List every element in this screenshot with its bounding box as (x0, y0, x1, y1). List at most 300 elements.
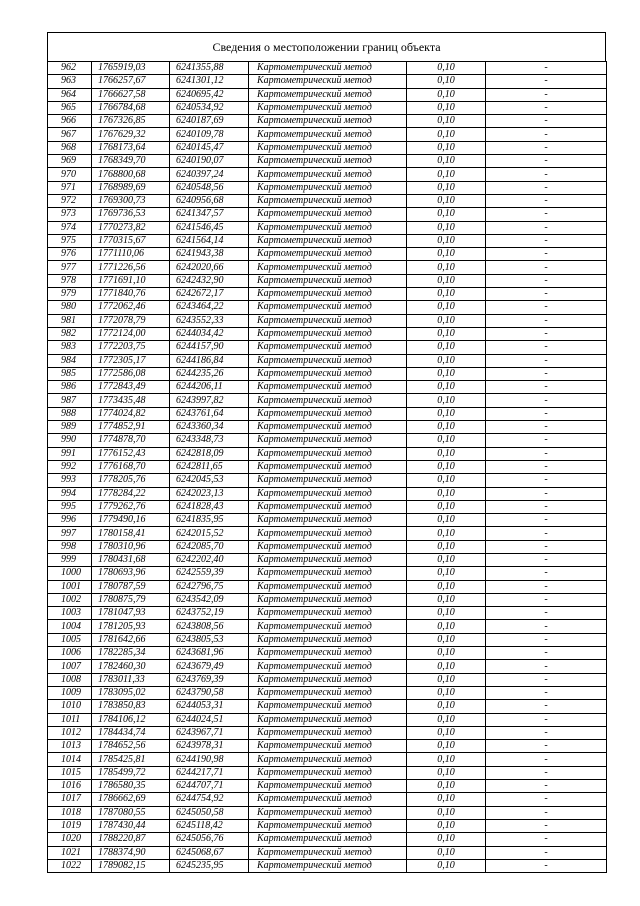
table-row (48, 234, 607, 247)
description-cell: - (486, 593, 607, 606)
coord-y-cell: 6242432,90 (170, 274, 249, 287)
description-cell: - (486, 500, 607, 513)
accuracy-cell: 0,10 (407, 341, 486, 354)
method-cell: Картометрический метод (249, 248, 407, 261)
coord-x-cell: 1782460,30 (92, 660, 170, 673)
coord-x-cell: 1769736,53 (92, 208, 170, 221)
point-number-cell: 962 (48, 62, 92, 75)
point-number-cell: 1004 (48, 620, 92, 633)
coord-x-cell: 1780693,96 (92, 567, 170, 580)
coord-x-cell: 1765919,03 (92, 62, 170, 75)
table-row (48, 660, 607, 673)
table-row (48, 633, 607, 646)
table-row (48, 141, 607, 154)
coord-x-cell: 1781205,93 (92, 620, 170, 633)
method-cell: Картометрический метод (249, 500, 407, 513)
coord-x-cell: 1768173,64 (92, 141, 170, 154)
method-cell: Картометрический метод (249, 740, 407, 753)
accuracy-cell: 0,10 (407, 474, 486, 487)
coord-y-cell: 6244235,26 (170, 367, 249, 380)
coord-y-cell: 6240548,56 (170, 181, 249, 194)
description-cell: - (486, 261, 607, 274)
description-cell: - (486, 115, 607, 128)
table-row (48, 194, 607, 207)
accuracy-cell: 0,10 (407, 234, 486, 247)
point-number-cell: 993 (48, 474, 92, 487)
point-number-cell: 975 (48, 234, 92, 247)
coord-x-cell: 1787080,55 (92, 806, 170, 819)
coord-y-cell: 6242085,70 (170, 540, 249, 553)
accuracy-cell: 0,10 (407, 261, 486, 274)
table-row (48, 301, 607, 314)
table-row (48, 62, 607, 75)
coord-x-cell: 1772078,79 (92, 314, 170, 327)
description-cell: - (486, 301, 607, 314)
description-cell: - (486, 487, 607, 500)
method-cell: Картометрический метод (249, 713, 407, 726)
method-cell: Картометрический метод (249, 793, 407, 806)
point-number-cell: 999 (48, 553, 92, 566)
table-row (48, 367, 607, 380)
method-cell: Картометрический метод (249, 700, 407, 713)
coord-x-cell: 1783850,83 (92, 700, 170, 713)
method-cell: Картометрический метод (249, 101, 407, 114)
point-number-cell: 1021 (48, 846, 92, 859)
accuracy-cell: 0,10 (407, 713, 486, 726)
accuracy-cell: 0,10 (407, 553, 486, 566)
coord-y-cell: 6243752,19 (170, 607, 249, 620)
description-cell: - (486, 753, 607, 766)
table-row (48, 447, 607, 460)
method-cell: Картометрический метод (249, 766, 407, 779)
table-row (48, 434, 607, 447)
method-cell: Картометрический метод (249, 341, 407, 354)
table-row (48, 673, 607, 686)
coord-x-cell: 1771840,76 (92, 288, 170, 301)
coord-y-cell: 6245118,42 (170, 819, 249, 832)
table-row (48, 75, 607, 88)
method-cell: Картометрический метод (249, 753, 407, 766)
description-cell: - (486, 673, 607, 686)
description-cell: - (486, 846, 607, 859)
description-cell: - (486, 833, 607, 846)
method-cell: Картометрический метод (249, 474, 407, 487)
table-row (48, 580, 607, 593)
coord-x-cell: 1780875,79 (92, 593, 170, 606)
method-cell: Картометрический метод (249, 487, 407, 500)
method-cell: Картометрический метод (249, 726, 407, 739)
coord-y-cell: 6244053,31 (170, 700, 249, 713)
point-number-cell: 1020 (48, 833, 92, 846)
coord-y-cell: 6241828,43 (170, 500, 249, 513)
coord-y-cell: 6241546,45 (170, 221, 249, 234)
point-number-cell: 974 (48, 221, 92, 234)
method-cell: Картометрический метод (249, 62, 407, 75)
coord-x-cell: 1780310,96 (92, 540, 170, 553)
coord-x-cell: 1772203,75 (92, 341, 170, 354)
accuracy-cell: 0,10 (407, 819, 486, 832)
coord-y-cell: 6245068,67 (170, 846, 249, 859)
table-row (48, 806, 607, 819)
method-cell: Картометрический метод (249, 168, 407, 181)
accuracy-cell: 0,10 (407, 660, 486, 673)
method-cell: Картометрический метод (249, 540, 407, 553)
method-cell: Картометрический метод (249, 846, 407, 859)
point-number-cell: 996 (48, 514, 92, 527)
coord-x-cell: 1768349,70 (92, 155, 170, 168)
description-cell: - (486, 168, 607, 181)
point-number-cell: 1013 (48, 740, 92, 753)
point-number-cell: 1003 (48, 607, 92, 620)
point-number-cell: 1010 (48, 700, 92, 713)
coord-y-cell: 6242045,53 (170, 474, 249, 487)
description-cell: - (486, 607, 607, 620)
coord-x-cell: 1789082,15 (92, 859, 170, 872)
accuracy-cell: 0,10 (407, 155, 486, 168)
coord-y-cell: 6243761,64 (170, 407, 249, 420)
table-row (48, 700, 607, 713)
description-cell: - (486, 248, 607, 261)
accuracy-cell: 0,10 (407, 208, 486, 221)
table-row (48, 261, 607, 274)
coord-x-cell: 1773435,48 (92, 394, 170, 407)
coord-y-cell: 6242811,65 (170, 460, 249, 473)
accuracy-cell: 0,10 (407, 540, 486, 553)
description-cell: - (486, 208, 607, 221)
description-cell: - (486, 434, 607, 447)
coord-y-cell: 6241355,88 (170, 62, 249, 75)
boundary-points-table (47, 61, 607, 873)
point-number-cell: 995 (48, 500, 92, 513)
description-cell: - (486, 75, 607, 88)
table-row (48, 288, 607, 301)
coord-x-cell: 1774878,70 (92, 434, 170, 447)
table-row (48, 686, 607, 699)
method-cell: Картометрический метод (249, 327, 407, 340)
coord-y-cell: 6243542,09 (170, 593, 249, 606)
point-number-cell: 971 (48, 181, 92, 194)
accuracy-cell: 0,10 (407, 620, 486, 633)
accuracy-cell: 0,10 (407, 421, 486, 434)
coord-y-cell: 6240109,78 (170, 128, 249, 141)
description-cell: - (486, 793, 607, 806)
coord-y-cell: 6241835,95 (170, 514, 249, 527)
table-row (48, 394, 607, 407)
coord-y-cell: 6244157,90 (170, 341, 249, 354)
point-number-cell: 964 (48, 88, 92, 101)
method-cell: Картометрический метод (249, 301, 407, 314)
point-number-cell: 994 (48, 487, 92, 500)
coord-x-cell: 1771226,56 (92, 261, 170, 274)
coord-x-cell: 1772843,49 (92, 381, 170, 394)
coord-x-cell: 1770273,82 (92, 221, 170, 234)
description-cell: - (486, 155, 607, 168)
accuracy-cell: 0,10 (407, 766, 486, 779)
coord-x-cell: 1772062,46 (92, 301, 170, 314)
accuracy-cell: 0,10 (407, 274, 486, 287)
coord-y-cell: 6241301,12 (170, 75, 249, 88)
point-number-cell: 986 (48, 381, 92, 394)
coord-x-cell: 1785499,72 (92, 766, 170, 779)
description-cell: - (486, 713, 607, 726)
description-cell: - (486, 181, 607, 194)
coord-y-cell: 6244217,71 (170, 766, 249, 779)
coord-x-cell: 1779262,76 (92, 500, 170, 513)
point-number-cell: 978 (48, 274, 92, 287)
method-cell: Картометрический метод (249, 407, 407, 420)
accuracy-cell: 0,10 (407, 633, 486, 646)
method-cell: Картометрический метод (249, 460, 407, 473)
coord-x-cell: 1783095,02 (92, 686, 170, 699)
method-cell: Картометрический метод (249, 181, 407, 194)
method-cell: Картометрический метод (249, 381, 407, 394)
table-row (48, 155, 607, 168)
coord-y-cell: 6243464,22 (170, 301, 249, 314)
coord-y-cell: 6242796,75 (170, 580, 249, 593)
table-row (48, 607, 607, 620)
description-cell: - (486, 88, 607, 101)
table-row (48, 620, 607, 633)
coord-y-cell: 6243552,33 (170, 314, 249, 327)
accuracy-cell: 0,10 (407, 128, 486, 141)
table-row (48, 713, 607, 726)
coord-y-cell: 6244190,98 (170, 753, 249, 766)
description-cell: - (486, 367, 607, 380)
table-row (48, 514, 607, 527)
description-cell: - (486, 234, 607, 247)
coord-x-cell: 1780431,68 (92, 553, 170, 566)
point-number-cell: 1001 (48, 580, 92, 593)
coord-y-cell: 6240397,24 (170, 168, 249, 181)
description-cell: - (486, 726, 607, 739)
coord-x-cell: 1774024,82 (92, 407, 170, 420)
description-cell: - (486, 354, 607, 367)
table-row (48, 780, 607, 793)
coord-x-cell: 1778284,22 (92, 487, 170, 500)
point-number-cell: 984 (48, 354, 92, 367)
point-number-cell: 1009 (48, 686, 92, 699)
coord-x-cell: 1782285,34 (92, 647, 170, 660)
method-cell: Картометрический метод (249, 234, 407, 247)
document-sheet (47, 32, 606, 873)
method-cell: Картометрический метод (249, 833, 407, 846)
coord-y-cell: 6243360,34 (170, 421, 249, 434)
coord-y-cell: 6240534,92 (170, 101, 249, 114)
coord-y-cell: 6242559,39 (170, 567, 249, 580)
method-cell: Картометрический метод (249, 314, 407, 327)
method-cell: Картометрический метод (249, 567, 407, 580)
point-number-cell: 966 (48, 115, 92, 128)
point-number-cell: 963 (48, 75, 92, 88)
coord-x-cell: 1771110,06 (92, 248, 170, 261)
method-cell: Картометрический метод (249, 354, 407, 367)
accuracy-cell: 0,10 (407, 647, 486, 660)
description-cell: - (486, 407, 607, 420)
point-number-cell: 976 (48, 248, 92, 261)
method-cell: Картометрический метод (249, 394, 407, 407)
method-cell: Картометрический метод (249, 633, 407, 646)
method-cell: Картометрический метод (249, 75, 407, 88)
point-number-cell: 987 (48, 394, 92, 407)
coord-y-cell: 6240956,68 (170, 194, 249, 207)
coord-y-cell: 6243967,71 (170, 726, 249, 739)
coord-y-cell: 6244024,51 (170, 713, 249, 726)
point-number-cell: 991 (48, 447, 92, 460)
point-number-cell: 997 (48, 527, 92, 540)
table-body (48, 62, 607, 873)
description-cell: - (486, 740, 607, 753)
coord-y-cell: 6240187,69 (170, 115, 249, 128)
table-row (48, 354, 607, 367)
table-row (48, 88, 607, 101)
coord-y-cell: 6240145,47 (170, 141, 249, 154)
accuracy-cell: 0,10 (407, 221, 486, 234)
table-row (48, 740, 607, 753)
accuracy-cell: 0,10 (407, 327, 486, 340)
table-row (48, 101, 607, 114)
accuracy-cell: 0,10 (407, 141, 486, 154)
coord-x-cell: 1786580,35 (92, 780, 170, 793)
description-cell: - (486, 128, 607, 141)
description-cell: - (486, 341, 607, 354)
accuracy-cell: 0,10 (407, 447, 486, 460)
coord-y-cell: 6243978,31 (170, 740, 249, 753)
coord-x-cell: 1770315,67 (92, 234, 170, 247)
coord-y-cell: 6242020,66 (170, 261, 249, 274)
accuracy-cell: 0,10 (407, 115, 486, 128)
accuracy-cell: 0,10 (407, 607, 486, 620)
accuracy-cell: 0,10 (407, 248, 486, 261)
point-number-cell: 970 (48, 168, 92, 181)
coord-y-cell: 6243805,53 (170, 633, 249, 646)
method-cell: Картометрический метод (249, 288, 407, 301)
coord-y-cell: 6244754,92 (170, 793, 249, 806)
point-number-cell: 1019 (48, 819, 92, 832)
coord-x-cell: 1772586,08 (92, 367, 170, 380)
accuracy-cell: 0,10 (407, 673, 486, 686)
point-number-cell: 1000 (48, 567, 92, 580)
coord-y-cell: 6241564,14 (170, 234, 249, 247)
coord-x-cell: 1774852,91 (92, 421, 170, 434)
coord-x-cell: 1780787,59 (92, 580, 170, 593)
accuracy-cell: 0,10 (407, 301, 486, 314)
section-title-text: Сведения о местоположении границ объекта (212, 39, 441, 54)
coord-y-cell: 6245235,95 (170, 859, 249, 872)
method-cell: Картометрический метод (249, 527, 407, 540)
table-row (48, 753, 607, 766)
accuracy-cell: 0,10 (407, 686, 486, 699)
coord-y-cell: 6243348,73 (170, 434, 249, 447)
table-row (48, 248, 607, 261)
coord-x-cell: 1772124,00 (92, 327, 170, 340)
accuracy-cell: 0,10 (407, 354, 486, 367)
coord-x-cell: 1784652,56 (92, 740, 170, 753)
table-row (48, 181, 607, 194)
point-number-cell: 965 (48, 101, 92, 114)
coord-y-cell: 6243679,49 (170, 660, 249, 673)
coord-y-cell: 6243681,96 (170, 647, 249, 660)
table-row (48, 274, 607, 287)
coord-x-cell: 1784434,74 (92, 726, 170, 739)
point-number-cell: 1011 (48, 713, 92, 726)
table-row (48, 819, 607, 832)
coord-y-cell: 6243769,39 (170, 673, 249, 686)
coord-x-cell: 1786662,69 (92, 793, 170, 806)
description-cell: - (486, 620, 607, 633)
point-number-cell: 1002 (48, 593, 92, 606)
accuracy-cell: 0,10 (407, 859, 486, 872)
table-row (48, 221, 607, 234)
coord-y-cell: 6245050,58 (170, 806, 249, 819)
description-cell: - (486, 381, 607, 394)
description-cell: - (486, 686, 607, 699)
coord-x-cell: 1788374,90 (92, 846, 170, 859)
point-number-cell: 1006 (48, 647, 92, 660)
method-cell: Картометрический метод (249, 88, 407, 101)
description-cell: - (486, 819, 607, 832)
accuracy-cell: 0,10 (407, 833, 486, 846)
accuracy-cell: 0,10 (407, 527, 486, 540)
description-cell: - (486, 540, 607, 553)
accuracy-cell: 0,10 (407, 407, 486, 420)
description-cell: - (486, 647, 607, 660)
coord-y-cell: 6243808,56 (170, 620, 249, 633)
table-row (48, 527, 607, 540)
accuracy-cell: 0,10 (407, 367, 486, 380)
method-cell: Картометрический метод (249, 447, 407, 460)
table-row (48, 115, 607, 128)
coord-y-cell: 6244034,42 (170, 327, 249, 340)
point-number-cell: 985 (48, 367, 92, 380)
method-cell: Картометрический метод (249, 421, 407, 434)
coord-y-cell: 6241943,38 (170, 248, 249, 261)
description-cell: - (486, 859, 607, 872)
coord-y-cell: 6242015,52 (170, 527, 249, 540)
description-cell: - (486, 101, 607, 114)
point-number-cell: 983 (48, 341, 92, 354)
method-cell: Картометрический метод (249, 514, 407, 527)
coord-y-cell: 6243790,58 (170, 686, 249, 699)
coord-x-cell: 1768989,69 (92, 181, 170, 194)
method-cell: Картометрический метод (249, 115, 407, 128)
table-row (48, 567, 607, 580)
description-cell: - (486, 447, 607, 460)
accuracy-cell: 0,10 (407, 101, 486, 114)
accuracy-cell: 0,10 (407, 394, 486, 407)
method-cell: Картометрический метод (249, 686, 407, 699)
table-row (48, 474, 607, 487)
point-number-cell: 1005 (48, 633, 92, 646)
method-cell: Картометрический метод (249, 593, 407, 606)
coord-y-cell: 6240695,42 (170, 88, 249, 101)
point-number-cell: 982 (48, 327, 92, 340)
point-number-cell: 992 (48, 460, 92, 473)
table-row (48, 593, 607, 606)
accuracy-cell: 0,10 (407, 381, 486, 394)
point-number-cell: 988 (48, 407, 92, 420)
method-cell: Картометрический метод (249, 367, 407, 380)
table-row (48, 487, 607, 500)
accuracy-cell: 0,10 (407, 806, 486, 819)
description-cell: - (486, 62, 607, 75)
accuracy-cell: 0,10 (407, 314, 486, 327)
coord-x-cell: 1766257,67 (92, 75, 170, 88)
description-cell: - (486, 700, 607, 713)
method-cell: Картометрический метод (249, 274, 407, 287)
point-number-cell: 990 (48, 434, 92, 447)
coord-y-cell: 6242672,17 (170, 288, 249, 301)
coord-x-cell: 1776168,70 (92, 460, 170, 473)
